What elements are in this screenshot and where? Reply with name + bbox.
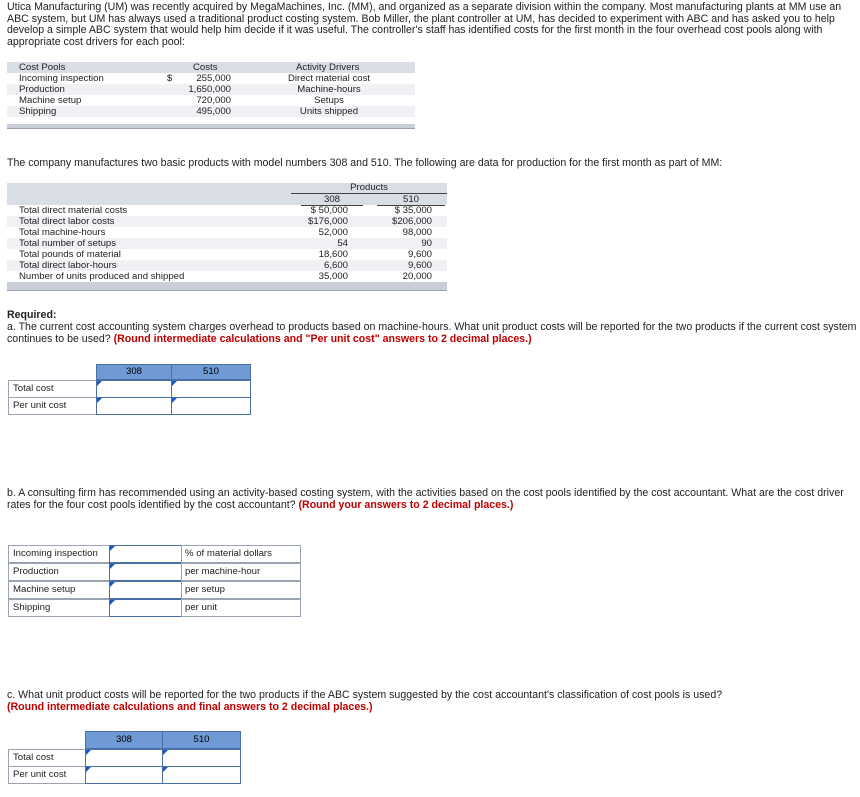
grid-c-col-510: 510 — [162, 731, 241, 749]
grid-c-unit-cost-510-input[interactable] — [162, 766, 241, 784]
product-data-row — [7, 249, 447, 260]
pool-name: Production — [19, 84, 65, 95]
grid-c-total-cost-308-input[interactable] — [85, 749, 163, 767]
pool-driver: Direct material cost — [287, 73, 371, 84]
required-heading: Required: — [7, 309, 57, 321]
pool-driver: Setups — [314, 95, 344, 106]
table-bottom-bar — [7, 124, 415, 129]
col-header-510: 510 — [402, 194, 419, 205]
value-308: 6,600 — [323, 260, 348, 271]
dollar-sign: $ — [167, 73, 173, 84]
grid-c-row-per-unit-cost: Per unit cost — [8, 766, 86, 784]
col-header-308: 308 — [323, 194, 340, 205]
row-label: Total machine-hours — [19, 227, 106, 238]
product-data-row — [7, 227, 447, 238]
header-cost-pools: Cost Pools — [19, 62, 66, 73]
pool-cost: 255,000 — [196, 73, 231, 84]
grid-c-row-total-cost: Total cost — [8, 749, 86, 767]
company-paragraph: The company manufactures two basic products with model numbers 308 and 510. The following are data for production for the first month as part of MM: — [7, 157, 723, 169]
pool-name: Machine setup — [19, 95, 82, 106]
grid-b-incoming-inspection-input[interactable] — [109, 545, 182, 563]
header-costs: Costs — [193, 62, 218, 73]
pool-driver: Machine-hours — [297, 84, 361, 95]
grid-b-unit-incoming-inspection: % of material dollars — [181, 545, 301, 563]
product-data-row — [7, 271, 447, 282]
product-data-row — [7, 260, 447, 271]
grid-a-total-cost-308-input[interactable] — [96, 380, 172, 398]
grid-a-col-308: 308 — [96, 364, 172, 380]
product-data-row — [7, 238, 447, 249]
value-308: 35,000 — [318, 271, 348, 282]
grid-b-shipping-input[interactable] — [109, 599, 182, 617]
pool-name: Shipping — [19, 106, 57, 117]
question-a-note: (Round intermediate calculations and "Per unit cost" answers to 2 decimal places.) — [113, 332, 532, 345]
value-510: 9,600 — [407, 260, 432, 271]
pool-cost: 495,000 — [196, 106, 231, 117]
grid-a-col-510: 510 — [171, 364, 251, 380]
pool-cost: 720,000 — [196, 95, 231, 106]
grid-b-label-machine-setup: Machine setup — [8, 581, 110, 599]
value-510: $206,000 — [391, 216, 432, 227]
value-510: $ 35,000 — [394, 205, 432, 216]
question-a-text: a. The current cost accounting system charges overhead to products based on machine-hours. What unit product costs will be reported for the two products if the current cost system continues to be used? — [7, 321, 857, 345]
question-b-note: (Round your answers to 2 decimal places.) — [298, 498, 514, 511]
grid-b-production-input[interactable] — [109, 563, 182, 581]
grid-b-unit-shipping: per unit — [181, 599, 301, 617]
grid-c-unit-cost-308-input[interactable] — [85, 766, 163, 784]
grid-b-unit-machine-setup: per setup — [181, 581, 301, 599]
question-b — [7, 488, 857, 511]
grid-b-machine-setup-input[interactable] — [109, 581, 182, 599]
pool-driver: Units shipped — [299, 106, 359, 117]
row-label: Number of units produced and shipped — [19, 271, 185, 282]
row-label: Total direct labor-hours — [19, 260, 117, 271]
grid-a-unit-cost-308-input[interactable] — [96, 397, 172, 415]
pool-cost: 1,650,000 — [188, 84, 231, 95]
question-c-note: (Round intermediate calculations and final answers to 2 decimal places.) — [7, 700, 373, 713]
value-308: 52,000 — [318, 227, 348, 238]
row-label: Total direct material costs — [19, 205, 128, 216]
value-308: $176,000 — [307, 216, 348, 227]
products-table — [7, 183, 447, 296]
question-c-text: c. What unit product costs will be reported for the two products if the ABC system suggested by the cost accountant's classification of cost pools is used? — [7, 689, 723, 701]
grid-a-unit-cost-510-input[interactable] — [171, 397, 251, 415]
product-data-row — [7, 205, 447, 216]
value-510: 9,600 — [407, 249, 432, 260]
cost-pools-table — [7, 62, 415, 128]
pool-name: Incoming inspection — [19, 73, 104, 84]
grid-c-total-cost-510-input[interactable] — [162, 749, 241, 767]
question-b-text: b. A consulting firm has recommended using an activity-based costing system, with the activities based on the cost pools identified by the cost accountant. What are the cost driver rates for the four cost pools identified by the cost accountant? — [7, 487, 844, 511]
header-activity-drivers: Activity Drivers — [296, 62, 360, 73]
grid-a-row-per-unit-cost: Per unit cost — [8, 397, 97, 415]
product-data-row — [7, 216, 447, 227]
value-510: 20,000 — [402, 271, 432, 282]
grid-b-unit-production: per machine-hour — [181, 563, 301, 581]
value-308: $ 50,000 — [310, 205, 348, 216]
cost-pool-row — [7, 95, 415, 106]
products-group-header: Products — [350, 182, 388, 193]
table-bottom-bar — [7, 282, 447, 291]
cost-pool-row — [7, 106, 415, 117]
cost-pool-row — [7, 84, 415, 95]
value-510: 98,000 — [402, 227, 432, 238]
question-a — [7, 322, 857, 345]
grid-b-label-production: Production — [8, 563, 110, 581]
grid-a-row-total-cost: Total cost — [8, 380, 97, 398]
grid-b-label-shipping: Shipping — [8, 599, 110, 617]
row-label: Total direct labor costs — [19, 216, 115, 227]
value-308: 18,600 — [318, 249, 348, 260]
grid-b-label-incoming-inspection: Incoming inspection — [8, 545, 110, 563]
row-label: Total number of setups — [19, 238, 117, 249]
grid-c-col-308: 308 — [85, 731, 163, 749]
intro-paragraph: Utica Manufacturing (UM) was recently acquired by MegaMachines, Inc. (MM), and organized as a separate division within the company. Most manufacturing plants at MM use an ABC system, but UM has always used a traditional product costing system. Bob Miller, the plant controller at UM, has decided to experiment with ABC and has asked you to help develop a simple ABC system that would help him decide if it was useful. The controller's staff has identified costs for the first month in the four overhead cost pools along with appropriate cost drivers for each pool: — [7, 1, 842, 48]
value-510: 90 — [421, 238, 432, 249]
row-label: Total pounds of material — [19, 249, 121, 260]
grid-a-total-cost-510-input[interactable] — [171, 380, 251, 398]
value-308: 54 — [337, 238, 348, 249]
cost-pool-row — [7, 73, 415, 84]
question-c — [7, 690, 857, 713]
